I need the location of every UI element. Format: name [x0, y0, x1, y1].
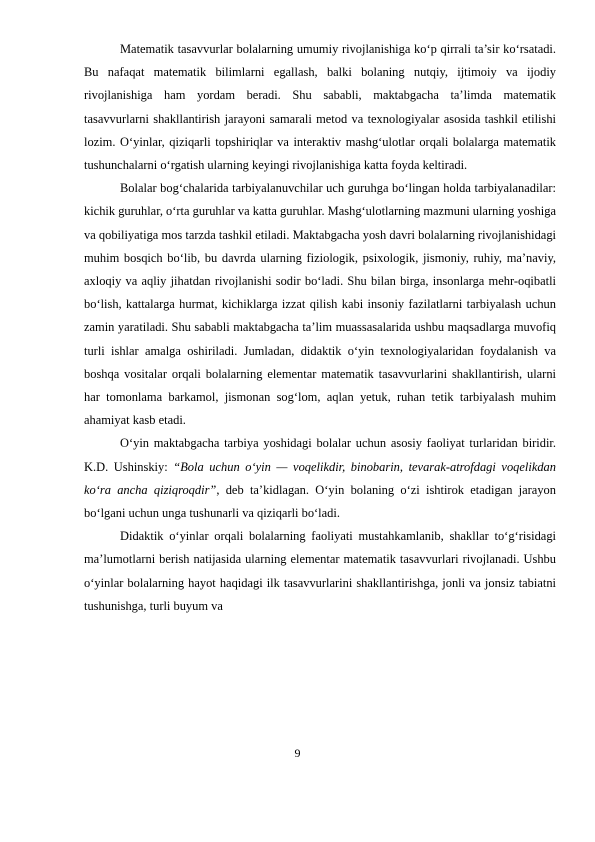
paragraph-kindergarten-groups: Bolalar bog‘chalarida tarbiyalanuvchilar uch guruhga bo‘lingan holda tarbiyalanadilar: kichik guruhlar, o‘rta guruhlar va katta guruhlar. Mashg‘ulotlarning mazmuni ularning yoshiga va qobiliyatiga mos tarzda tashkil etiladi. Maktabgacha yosh davri bolalarning rivojlanishidagi muhim bosqich bo‘lib, bu davrda ularning fiziologik, psixologik, jismoniy, ruhiy, ma’naviy, axloqiy va aqliy jihatdan rivojlanishi sodir bo‘ladi. Shu bilan birga, insonlarga mehr-oqibatli bo‘lish, kattalarga hurmat, kichiklarga izzat qilish kabi insoniy fazilatlarni tarbiyalash uchun zamin yaratiladi. Shu sababli maktabgacha ta’lim muassasalarida ushbu maqsadlarga muvofiq turli ishlar amalga oshiriladi. Jumladan, didaktik o‘yin texnologiyalaridan foydalanish va boshqa vositalar orqali bolalarning elementar matematik tasavvurlarini shakllantirish, ularni har tomonlama barkamol, jismonan sog‘lom, aqlan yetuk, ruhan tetik tarbiyalash muhim ahamiyat kasb etadi.: [84, 181, 557, 428]
paragraph-text: O‘yin maktabgacha tarbiya yoshidagi bolalar uchun asosiy faoliyat turlaridan biridir. K.D. Ushinskiy:: [84, 436, 556, 474]
paragraph-text: , deb ta’kidlagan. O‘yin bolaning o‘zi ishtirok etadigan jarayon bo‘lgani uchun unga tushunarli va qiziqarli bo‘ladi.: [84, 482, 556, 521]
paragraph-game-activity: [84, 432, 556, 525]
paragraph-math-representations: Matematik tasavvurlar bolalarning umumiy rivojlanishiga ko‘p qirrali ta’sir ko‘rsatadi. Bu nafaqat matematik bilimlarni egallash, balki bolaning nutqiy, ijtimoiy va ijodiy rivojlanishiga ham yordam beradi. Shu sababli, maktabgacha ta’limda matematik tasavvurlarni shakllantirish jarayoni samarali metod va texnologiyalar asosida tashkil etilishi lozim. O‘yinlar, qiziqarli topshiriqlar va interaktiv mashg‘ulotlar orqali bolalarga matematik tushunchalarni o‘rgatish ularning keyingi rivojlanishiga katta foyda keltiradi.: [84, 42, 556, 173]
document-page: [84, 38, 556, 618]
paragraph-didactic-games: Didaktik o‘yinlar orqali bolalarning faoliyati mustahkamlanib, shakllar to‘g‘risidagi ma’lumotlarni berish natijasida ularning elementar matematik tasavvurlari rivojlanadi. Ushbu o‘yinlar bolalarning hayot haqidagi ilk tasavvurlarini shakllantirishga, jonli va jonsiz tabiatni tushunishga, turli buyum va: [84, 529, 556, 613]
ushinskiy-quote: “Bola uchun o‘yin — voqelikdir, binobarin, tevarak-atrofdagi voqelikdan ko‘ra ancha qiziqroqdir”: [84, 459, 556, 497]
page-number: 9: [294, 746, 301, 760]
